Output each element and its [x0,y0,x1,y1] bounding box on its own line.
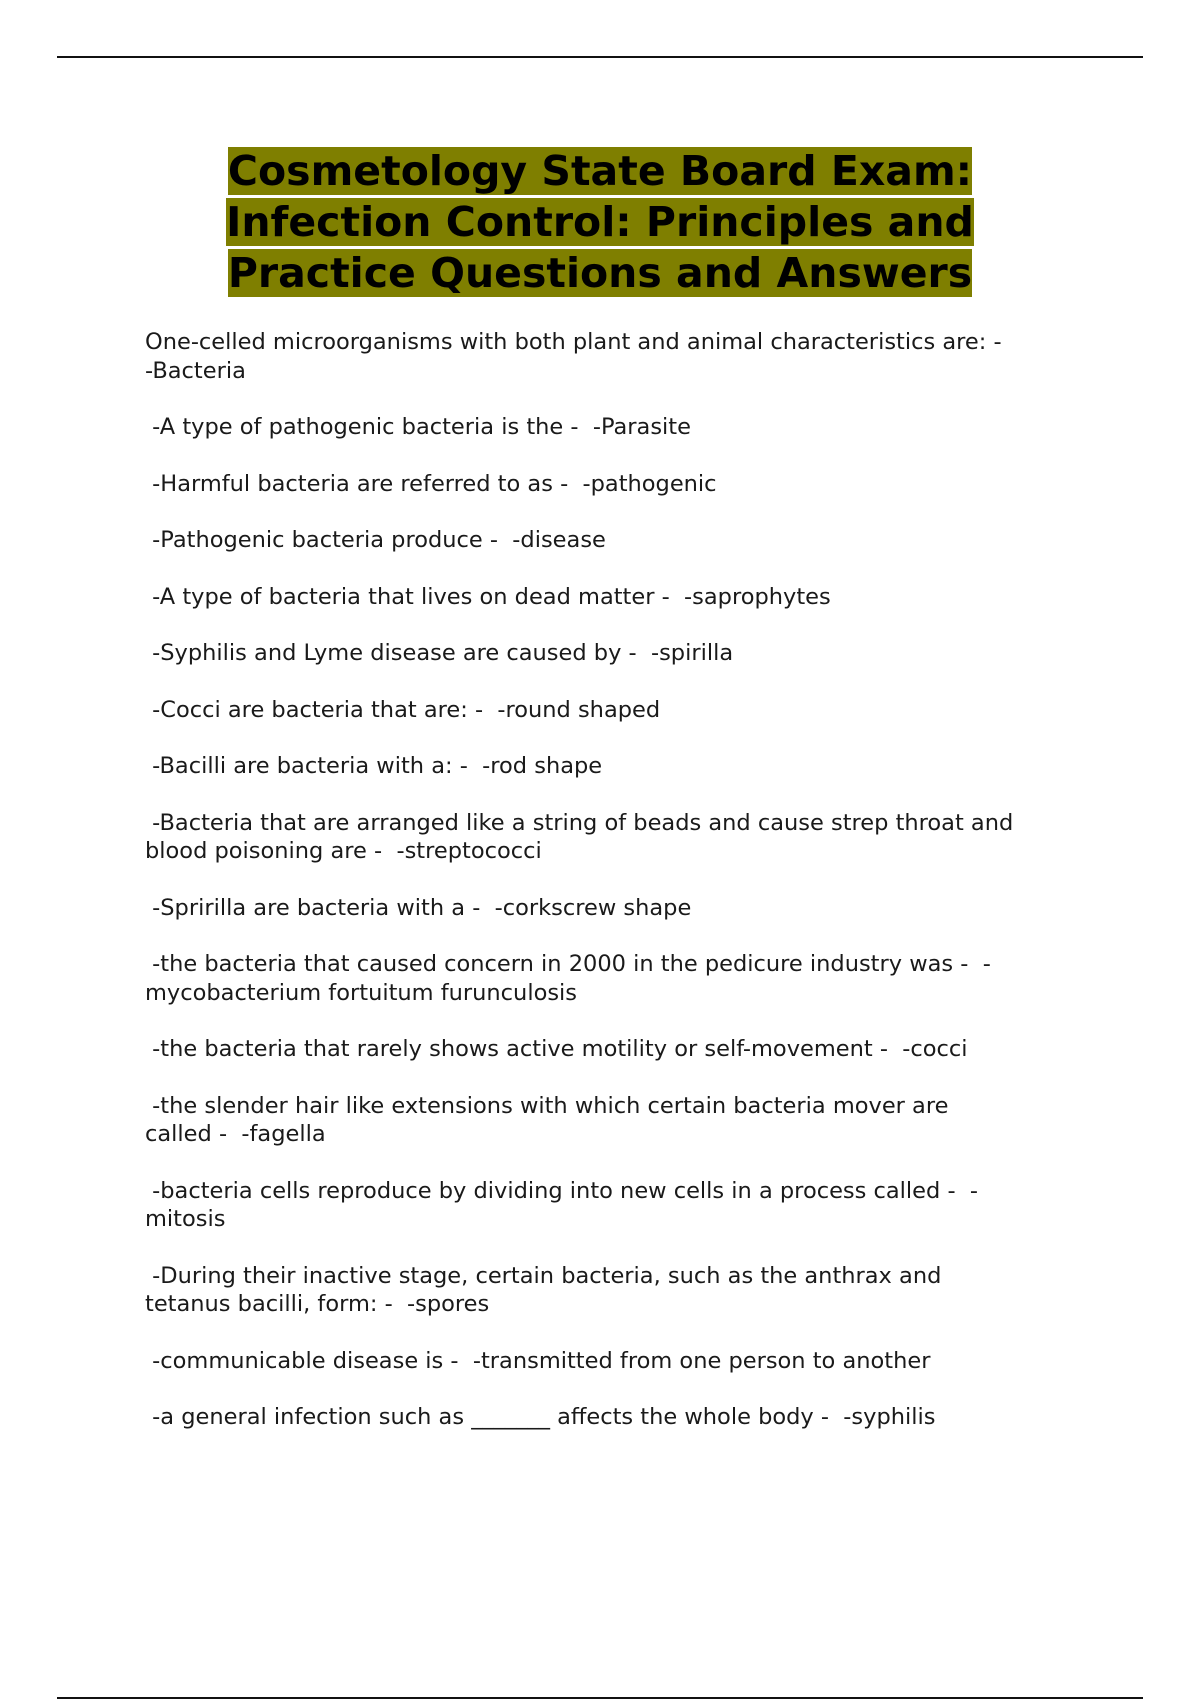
title-line-2: Infection Control: Principles and [226,198,974,246]
qa-item: -bacteria cells reproduce by dividing into new cells in a process called - - mitosis [145,1177,978,1232]
qa-item: -Syphilis and Lyme disease are caused by - -spirilla [145,640,734,666]
qa-item: -During their inactive stage, certain bacteria, such as the anthrax and tetanus bacilli, form: - -spores [145,1262,942,1317]
title-line-3: Practice Questions and Answers [227,249,973,297]
title-block [0,146,1200,299]
qa-item: -communicable disease is - -transmitted from one person to another [145,1347,931,1374]
top-rule [57,56,1143,58]
qa-item: -the bacteria that caused concern in 2000 in the pedicure industry was - - mycobacterium fortuitum furunculosis [145,951,991,1006]
bottom-rule [57,1697,1143,1699]
qa-item: -Harmful bacteria are referred to as - -pathogenic [145,470,717,497]
document-title [226,147,974,297]
qa-item: -Bacilli are bacteria with a: - -rod shape [145,753,603,779]
qa-item: -A type of pathogenic bacteria is the - -Parasite [145,414,691,440]
title-line-1: Cosmetology State Board Exam: [227,147,973,195]
qa-item: -Bacteria that are arranged like a string of beads and cause strep throat and blood poisoning are - -streptococci [145,809,1014,864]
qa-item: -the bacteria that rarely shows active motility or self-movement - -cocci [145,1036,968,1062]
qa-item: -the slender hair like extensions with which certain bacteria mover are called - -fagella [145,1092,949,1147]
qa-item: -A type of bacteria that lives on dead matter - -saprophytes [145,583,831,610]
qa-item: -Pathogenic bacteria produce - -disease [145,527,606,553]
qa-list [145,328,1090,1460]
qa-item: -a general infection such as _______ affects the whole body - -syphilis [145,1404,936,1430]
qa-item: One-celled microorganisms with both plant and animal characteristics are: - -Bacteria [145,329,1002,384]
qa-item: -Cocci are bacteria that are: - -round shaped [145,696,661,723]
qa-item: -Spririlla are bacteria with a - -corkscrew shape [145,894,692,921]
